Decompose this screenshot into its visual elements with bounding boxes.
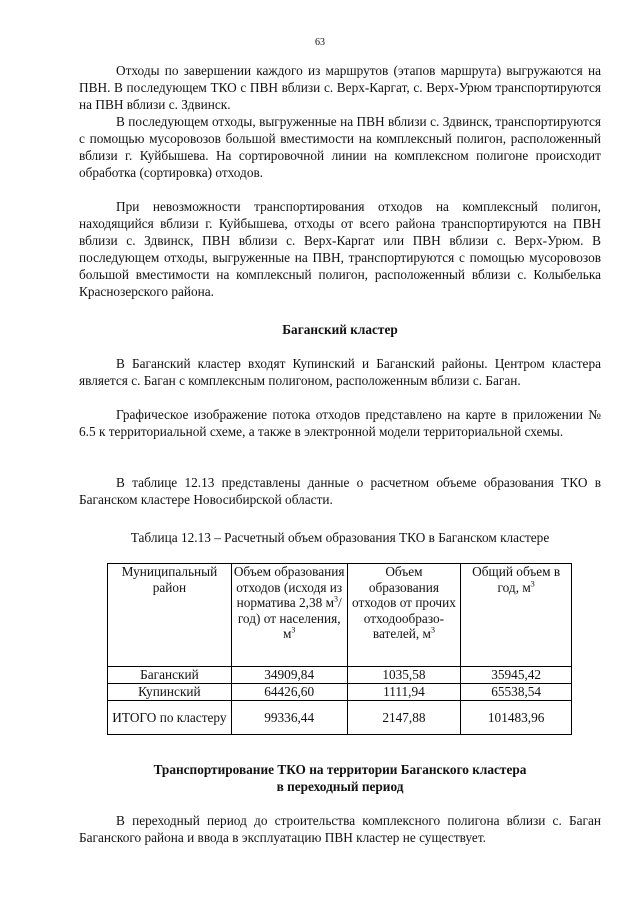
heading-transport-line2: в переходный период bbox=[276, 779, 404, 794]
paragraph-graphic-map: Графическое изображение потока отходов представлено на карте в приложении № 6.5 к территориальной схеме, а также в электронной модели территориальной схемы. bbox=[79, 407, 601, 439]
paragraph-cluster-composition: В Баганский кластер входят Купинский и Баганский районы. Центром кластера является с. Баган с комплексным полигоном, расположенным вблизи с. Баган. bbox=[79, 356, 601, 388]
heading-bagan-cluster: Баганский кластер bbox=[282, 322, 398, 337]
cell-other: 1111,94 bbox=[347, 684, 461, 701]
table-caption: Таблица 12.13 – Расчетный объем образования ТКО в Баганском кластере bbox=[130, 530, 550, 545]
cell-population: 64426,60 bbox=[231, 684, 347, 701]
paragraph-transport-kuibyshev: В последующем отходы, выгруженные на ПВН вблизи с. Здвинск, транспортируются с помощью мусоровозов большой вместимости на комплексный полигон, расположенный вблизи г. Куйбышева. На сортировочной линии на комплексном полигоне происходит обработка (сортировка) отходов. bbox=[79, 114, 601, 180]
header-other-volume: Объем образования отходов от прочих отходообразо-вателей, $м^3$ bbox=[347, 564, 461, 667]
cell-population: 34909,84 bbox=[231, 667, 347, 684]
paragraph-waste-unloading: Отходы по завершении каждого из маршрутов (этапов маршрута) выгружаются на ПВН. В последующем ТКО с ПВН вблизи с. Верх-Каргат, с. Верх-Урюм транспортируются на ПВН вблизи с. Здвинск. bbox=[79, 63, 601, 112]
waste-volume-table bbox=[107, 563, 572, 735]
table-header-row bbox=[108, 564, 572, 667]
paragraph-transition-period: В переходный период до строительства комплексного полигона вблизи с. Баган Баганского района и ввода в эксплуатацию ПВН кластер не существует. bbox=[79, 813, 601, 845]
cell-total-sum: 101483,96 bbox=[461, 701, 572, 735]
page-number: 63 bbox=[315, 37, 325, 48]
header-municipal-district: Муниципальный район bbox=[108, 564, 232, 667]
cell-district: Баганский bbox=[108, 667, 232, 684]
cell-total-population: 99336,44 bbox=[231, 701, 347, 735]
cell-total-label: ИТОГО по кластеру bbox=[108, 701, 232, 735]
paragraph-alternative-route: При невозможности транспортирования отходов на комплексный полигон, находящийся вблизи г. Куйбышева, отходы от всего района транспортируются на ПВН вблизи с. Здвинск, ПВН вблизи с. Верх-Каргат или ПВН вблизи с. Верх-Урюм. В последующем отходы, выгруженные на ПВН, транспортируются с помощью мусоровозов большой вместимости на комплексный полигон, расположенный вблизи с. Колыбелька Краснозерского района. bbox=[79, 199, 601, 299]
cell-other: 1035,58 bbox=[347, 667, 461, 684]
cell-total: 65538,54 bbox=[461, 684, 572, 701]
cell-district: Купинский bbox=[108, 684, 232, 701]
heading-transport-line1: Транспортирование ТКО на территории Баганского кластера bbox=[153, 762, 527, 777]
table-row bbox=[108, 667, 572, 684]
header-total-volume: Общий объем в год, $м^3$ bbox=[461, 564, 572, 667]
cell-total-other: 2147,88 bbox=[347, 701, 461, 735]
header-population-volume: Объем образования отходов (исходя из норматива 2,38 $м^3/год$) от населения, $м^3$ bbox=[231, 564, 347, 667]
table-row bbox=[108, 684, 572, 701]
paragraph-table-intro: В таблице 12.13 представлены данные о расчетном объеме образования ТКО в Баганском кластере Новосибирской области. bbox=[79, 475, 601, 507]
cell-total: 35945,42 bbox=[461, 667, 572, 684]
table-total-row bbox=[108, 701, 572, 735]
